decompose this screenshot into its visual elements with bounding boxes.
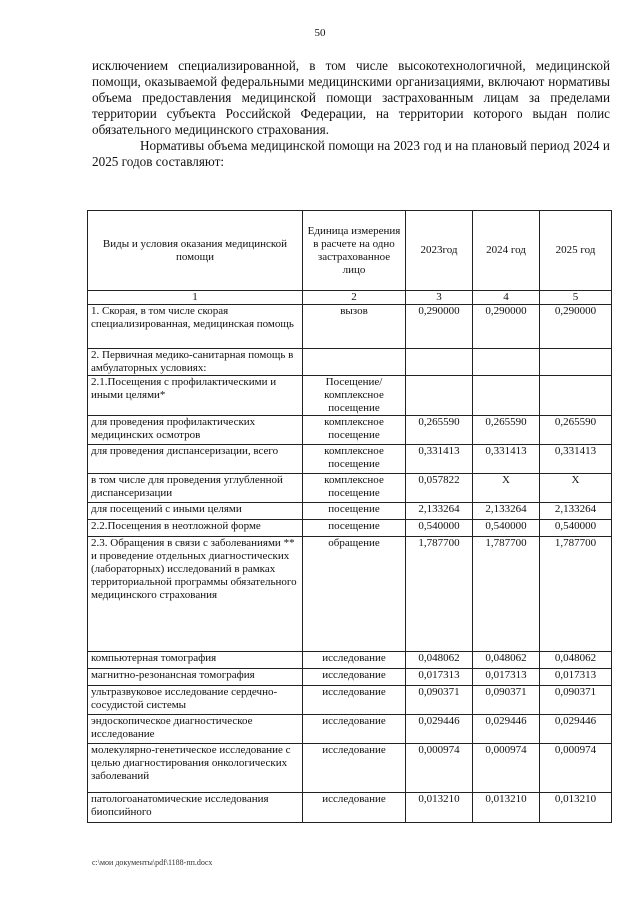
row-unit-cell: исследование	[303, 744, 406, 793]
header-unit: Единица измерения в расчете на одно застрахованное лицо	[303, 211, 406, 291]
row-name-cell: 2.3. Обращения в связи с заболеваниями ** и проведение отдельных диагностических (лабораторных) исследований в рамках территориальной программы обязательного медицинского страхования	[88, 537, 303, 652]
column-number: 4	[473, 291, 540, 305]
table-row	[88, 744, 612, 793]
row-value-2024: 0,090371	[473, 686, 540, 715]
row-unit-cell: Посещение/ комплексное посещение	[303, 376, 406, 416]
row-unit-cell: исследование	[303, 652, 406, 669]
row-name-cell: для проведения профилактических медицинских осмотров	[88, 416, 303, 445]
row-unit-cell: комплексное посещение	[303, 474, 406, 503]
row-value-2023: 0,090371	[406, 686, 473, 715]
row-value-2025: 2,133264	[540, 503, 612, 520]
row-name-cell: для проведения диспансеризации, всего	[88, 445, 303, 474]
row-name-cell: ультразвуковое исследование сердечно-сосудистой системы	[88, 686, 303, 715]
column-number: 1	[88, 291, 303, 305]
row-unit-cell: вызов	[303, 305, 406, 349]
table-row	[88, 445, 612, 474]
row-value-2023: 0,540000	[406, 520, 473, 537]
row-value-2025: 0,017313	[540, 669, 612, 686]
row-name-cell: 2. Первичная медико-санитарная помощь в амбулаторных условиях:	[88, 349, 303, 376]
header-2025: 2025 год	[540, 211, 612, 291]
row-value-2025: 0,331413	[540, 445, 612, 474]
row-value-2023: 1,787700	[406, 537, 473, 652]
table-row	[88, 669, 612, 686]
row-value-2023: 2,133264	[406, 503, 473, 520]
row-name-cell: 2.2.Посещения в неотложной форме	[88, 520, 303, 537]
row-value-2025: 0,013210	[540, 793, 612, 823]
row-value-2024: 0,331413	[473, 445, 540, 474]
norms-table	[87, 210, 612, 823]
table-row	[88, 686, 612, 715]
row-unit-cell: посещение	[303, 503, 406, 520]
table-row	[88, 474, 612, 503]
row-value-2024: 0,013210	[473, 793, 540, 823]
table-header-row	[88, 211, 612, 291]
row-value-2025: 0,265590	[540, 416, 612, 445]
column-number-row	[88, 291, 612, 305]
row-name-cell: магнитно-резонансная томография	[88, 669, 303, 686]
table-row	[88, 793, 612, 823]
row-unit-cell: комплексное посещение	[303, 416, 406, 445]
table-row	[88, 376, 612, 416]
row-value-2023: 0,000974	[406, 744, 473, 793]
row-name-cell: для посещений с иными целями	[88, 503, 303, 520]
row-value-2023: 0,048062	[406, 652, 473, 669]
column-number: 5	[540, 291, 612, 305]
paragraph-continuation: исключением специализированной, в том числе высокотехнологичной, медицинской помощи, оказываемой федеральными медицинскими организациями, включают нормативы объема предоставления медицинской помощи застрахованным лицам за пределами территории субъекта Российской Федерации, на территории которого выдан полис обязательного медицинского страхования.	[92, 58, 610, 137]
row-unit-cell: комплексное посещение	[303, 445, 406, 474]
row-unit-cell	[303, 349, 406, 376]
table-row	[88, 715, 612, 744]
table-row	[88, 652, 612, 669]
row-value-2024: X	[473, 474, 540, 503]
row-unit-cell: исследование	[303, 793, 406, 823]
table-row	[88, 305, 612, 349]
row-value-2023: 0,017313	[406, 669, 473, 686]
row-value-2023: 0,265590	[406, 416, 473, 445]
row-unit-cell: исследование	[303, 715, 406, 744]
row-value-2025: 0,048062	[540, 652, 612, 669]
row-value-2025: 0,290000	[540, 305, 612, 349]
row-value-2024	[473, 376, 540, 416]
body-text	[92, 58, 610, 170]
row-value-2024: 0,540000	[473, 520, 540, 537]
footer-file-path: c:\мои документы\pdf\1188-пп.docx	[92, 858, 213, 867]
row-value-2023: 0,331413	[406, 445, 473, 474]
table-row	[88, 520, 612, 537]
row-value-2024: 2,133264	[473, 503, 540, 520]
row-name-cell: эндоскопическое диагностическое исследование	[88, 715, 303, 744]
row-value-2025: X	[540, 474, 612, 503]
column-number: 2	[303, 291, 406, 305]
row-name-cell: в том числе для проведения углубленной диспансеризации	[88, 474, 303, 503]
row-name-cell: 2.1.Посещения с профилактическими и иными целями*	[88, 376, 303, 416]
row-value-2023: 0,290000	[406, 305, 473, 349]
row-value-2025	[540, 349, 612, 376]
row-value-2023: 0,057822	[406, 474, 473, 503]
row-name-cell: патологоанатомические исследования биопсийного	[88, 793, 303, 823]
row-unit-cell: исследование	[303, 669, 406, 686]
row-value-2025: 1,787700	[540, 537, 612, 652]
row-value-2023	[406, 349, 473, 376]
row-value-2024	[473, 349, 540, 376]
row-unit-cell: посещение	[303, 520, 406, 537]
row-value-2024: 0,048062	[473, 652, 540, 669]
row-unit-cell: исследование	[303, 686, 406, 715]
row-value-2025: 0,000974	[540, 744, 612, 793]
row-value-2025	[540, 376, 612, 416]
row-value-2024: 1,787700	[473, 537, 540, 652]
header-care-type: Виды и условия оказания медицинской помощи	[88, 211, 303, 291]
row-unit-cell: обращение	[303, 537, 406, 652]
page-number: 50	[314, 27, 326, 39]
row-value-2025: 0,029446	[540, 715, 612, 744]
row-value-2025: 0,540000	[540, 520, 612, 537]
row-name-cell: компьютерная томография	[88, 652, 303, 669]
row-value-2025: 0,090371	[540, 686, 612, 715]
row-value-2023: 0,013210	[406, 793, 473, 823]
table-row	[88, 349, 612, 376]
column-number: 3	[406, 291, 473, 305]
paragraph-norms-intro: Нормативы объема медицинской помощи на 2023 год и на плановый период 2024 и 2025 годов составляют:	[92, 138, 610, 169]
row-value-2024: 0,000974	[473, 744, 540, 793]
row-value-2024: 0,017313	[473, 669, 540, 686]
header-2023: 2023год	[406, 211, 473, 291]
row-value-2023	[406, 376, 473, 416]
row-name-cell: молекулярно-генетическое исследование с целью диагностирования онкологических заболеваний	[88, 744, 303, 793]
table-row	[88, 537, 612, 652]
table-row	[88, 503, 612, 520]
table-row	[88, 416, 612, 445]
row-value-2024: 0,265590	[473, 416, 540, 445]
row-value-2023: 0,029446	[406, 715, 473, 744]
row-value-2024: 0,029446	[473, 715, 540, 744]
row-name-cell: 1. Скорая, в том числе скорая специализированная, медицинская помощь	[88, 305, 303, 349]
header-2024: 2024 год	[473, 211, 540, 291]
row-value-2024: 0,290000	[473, 305, 540, 349]
